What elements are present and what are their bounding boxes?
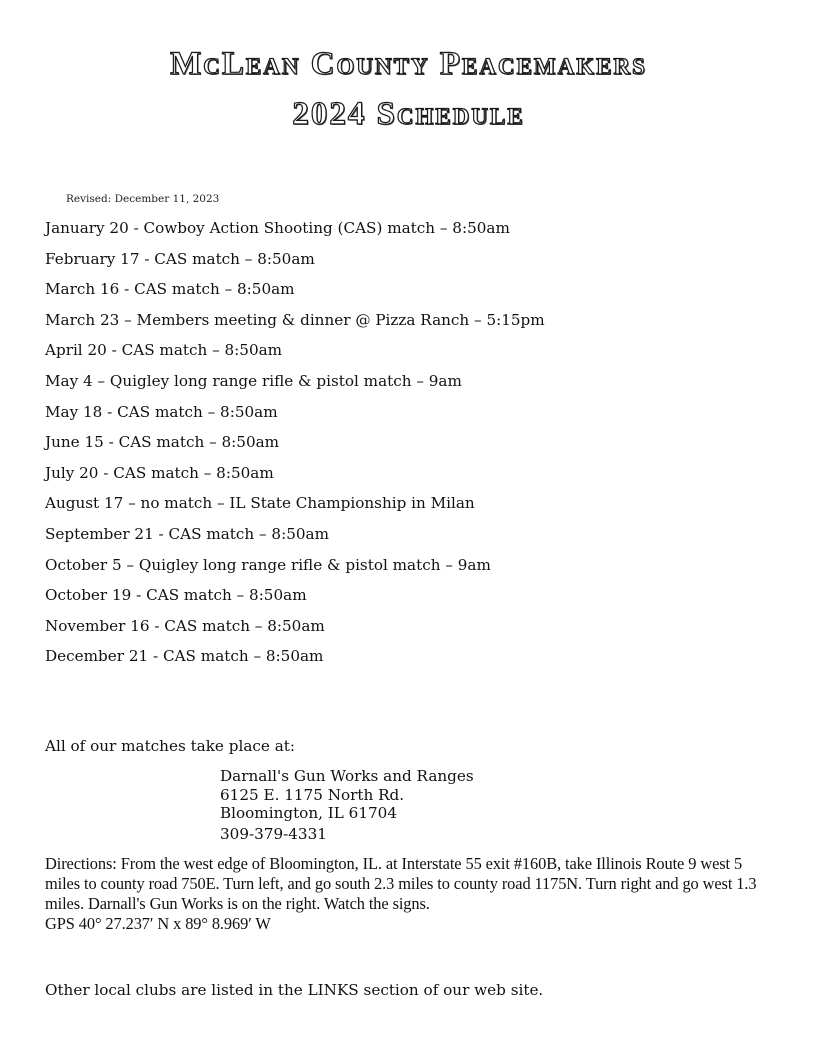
gps-coordinates: GPS 40° 27.237′ N x 89° 8.969′ W [45, 914, 271, 933]
document-title: McLean County Peacemakers [0, 44, 817, 84]
schedule-list [45, 216, 545, 675]
venue-street: 6125 E. 1175 North Rd. [220, 785, 405, 804]
schedule-item: November 16 - CAS match – 8:50am [45, 616, 325, 635]
revised-date: Revised: December 11, 2023 [66, 193, 220, 205]
schedule-item: February 17 - CAS match – 8:50am [45, 249, 315, 268]
schedule-item: December 21 - CAS match – 8:50am [45, 647, 324, 666]
venue-city: Bloomington, IL 61704 [220, 804, 397, 822]
schedule-item: October 5 – Quigley long range rifle & pistol match – 9am [45, 555, 491, 574]
schedule-item: March 16 - CAS match – 8:50am [45, 280, 295, 299]
schedule-item: April 20 - CAS match – 8:50am [45, 341, 283, 360]
venue-phone: 309-379-4331 [220, 824, 327, 843]
schedule-item: August 17 – no match – IL State Championship in Milan [45, 494, 475, 513]
footer-note: Other local clubs are listed in the LINKS section of our web site. [45, 981, 544, 999]
venue-intro: All of our matches take place at: [45, 737, 295, 755]
schedule-item: January 20 - Cowboy Action Shooting (CAS) match – 8:50am [45, 219, 510, 237]
schedule-item: May 18 - CAS match – 8:50am [45, 402, 278, 421]
venue-address-block [220, 767, 474, 843]
venue-name: Darnall's Gun Works and Ranges [220, 767, 474, 785]
schedule-item: March 23 – Members meeting & dinner @ Pizza Ranch – 5:15pm [45, 310, 545, 329]
schedule-item: May 4 – Quigley long range rifle & pistol match – 9am [45, 371, 462, 390]
schedule-item: July 20 - CAS match – 8:50am [45, 463, 274, 482]
schedule-item: June 15 - CAS match – 8:50am [45, 433, 280, 452]
directions-block [45, 854, 775, 934]
document-subtitle: 2024 Schedule [0, 94, 817, 134]
directions-text: Directions: From the west edge of Bloomington, IL. at Interstate 55 exit #160B, take Illinois Route 9 west 5 miles to county road 750E. Turn left, and go south 2.3 miles to county road 1175N. Turn right and go west 1.3 miles. Darnall's Gun Works is on the right. Watch the signs. [45, 854, 757, 913]
schedule-item: October 19 - CAS match – 8:50am [45, 586, 307, 605]
schedule-item: September 21 - CAS match – 8:50am [45, 524, 329, 543]
